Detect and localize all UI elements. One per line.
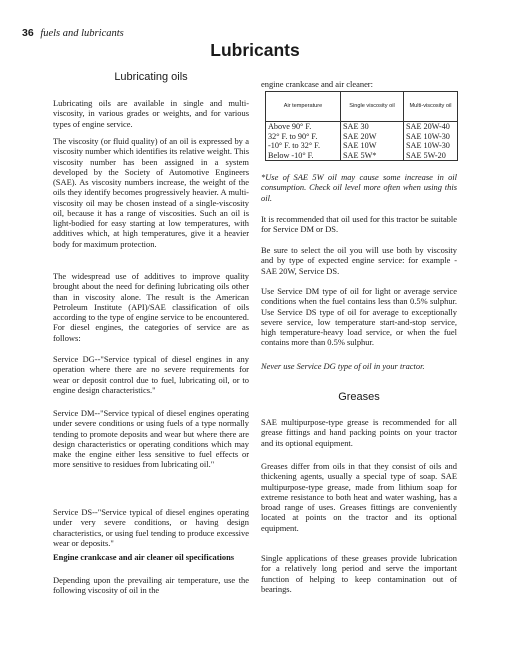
right-para-1: It is recommended that oil used for this tractor be suitable for Service DM or DS. <box>261 214 457 235</box>
table-row <box>266 122 458 132</box>
right-para-2: Be sure to select the oil you will use both by viscosity and by type of expected engine service: for example - SAE 20W, Service DS. <box>261 245 457 276</box>
left-para-3: The widespread use of additives to improve quality brought about the need for defining lubricating oils other than in viscosity alone. The result is the American Petroleum Institute (API)/SAE classification of oils according to the type of engine service to be encountered. For diesel engines, the categories of service are as follows: <box>53 271 249 343</box>
page-title: Lubricants <box>210 40 300 60</box>
table-cell: SAE 5W* <box>341 151 404 161</box>
left-para-2: The viscosity (or fluid quality) of an oil is expressed by a viscosity number which identifies its relative weight. This viscosity number has been assigned in a system developed by the Society of Automotive Engineers (SAE). As viscosity numbers increase, the weight of the oils they identify becomes progressively heavier. A multi-viscosity oil may be chosen instead of a single-viscosity oil, because it has a range of viscosities. Such an oil is light-bodied for easy starting at low temperatures, with additives which, at high temperatures, give it a heavier body for maximum protection. <box>53 136 249 249</box>
right-para-6: Greases differ from oils in that they consist of oils and thickening agents, usually a special type of soap. SAE multipurpose-type grease, made from lithium soap for extreme resistance to both heat and water washing, has a broad range of uses. Greases fittings are conveniently located at points on the tractor and its optional equipment. <box>261 461 457 533</box>
table-cell: SAE 20W-40 <box>404 122 458 132</box>
table-header: Multi-viscosity oil <box>404 92 458 122</box>
right-para-3: Use Service DM type of oil for light or average service conditions when the fuel contains less than 0.5% sulphur. Use Service DS type of oil for average to exceptionally severe service, low temperature start-and-stop service, high temperature-heavy load service, or when the fuel contains more than 0.5% sulphur. <box>261 286 457 348</box>
heading-greases: Greases <box>338 391 380 403</box>
table-row <box>266 151 458 161</box>
heading-lubricating-oils: Lubricating oils <box>114 71 188 83</box>
left-para-6: Service DS--"Service typical of diesel engines operating under very severe conditions, or having design characteristics, or using fuel tending to produce excessive wear or deposits." <box>53 507 249 548</box>
left-para-5: Service DM--"Service typical of diesel engines operating under severe conditions or using fuels of a type normally tending to promote deposits and wear but where there are design characteristics or operating conditions which may make the engine either less sensitive to fuel effects or more sensitive to residues from lubricating oil." <box>53 408 249 470</box>
left-para-1: Lubricating oils are available in single and multi-viscosity, in various grades or weights, and for various types of engine service. <box>53 98 249 129</box>
table-cell: SAE 5W-20 <box>404 151 458 161</box>
table-cell: Below -10° F. <box>266 151 341 161</box>
viscosity-table <box>265 91 458 161</box>
table-cell: SAE 10W <box>341 141 404 151</box>
table-cell: 32° F. to 90° F. <box>266 132 341 142</box>
right-para-7: Single applications of these greases provide lubrication for a relatively long period and serve the important function of helping to keep contamination out of bearings. <box>261 553 457 594</box>
table-footnote: *Use of SAE 5W oil may cause some increase in oil consumption. Check oil level more often when using this oil. <box>261 172 457 203</box>
table-cell: Above 90° F. <box>266 122 341 132</box>
table-header: Air temperature <box>266 92 341 122</box>
table-row <box>266 132 458 142</box>
table-cell: SAE 30 <box>341 122 404 132</box>
table-cell: -10° F. to 32° F. <box>266 141 341 151</box>
right-para-5: SAE multipurpose-type grease is recommended for all grease fittings and hand packing points on your tractor and its optional equipment. <box>261 417 457 448</box>
right-para-4: Never use Service DG type of oil in your tractor. <box>261 361 425 371</box>
table-row <box>266 141 458 151</box>
left-para-7: Depending upon the prevailing air temperature, use the following viscosity of oil in the <box>53 575 249 596</box>
page-number: 36 <box>22 27 34 39</box>
table-cell: SAE 10W-30 <box>404 132 458 142</box>
left-para-4: Service DG--"Service typical of diesel engines in any operation where there are no severe requirements for wear or deposit control due to fuel, lubricating oil, or to engine design characteristics." <box>53 354 249 395</box>
running-head <box>22 27 124 39</box>
table-header-row <box>266 92 458 122</box>
table-header: Single viscosity oil <box>341 92 404 122</box>
heading-oil-specifications: Engine crankcase and air cleaner oil specifications <box>53 552 235 562</box>
section-name: fuels and lubricants <box>40 28 124 39</box>
table-cell: SAE 10W-30 <box>404 141 458 151</box>
right-para-0: engine crankcase and air cleaner: <box>261 79 373 89</box>
table-cell: SAE 20W <box>341 132 404 142</box>
